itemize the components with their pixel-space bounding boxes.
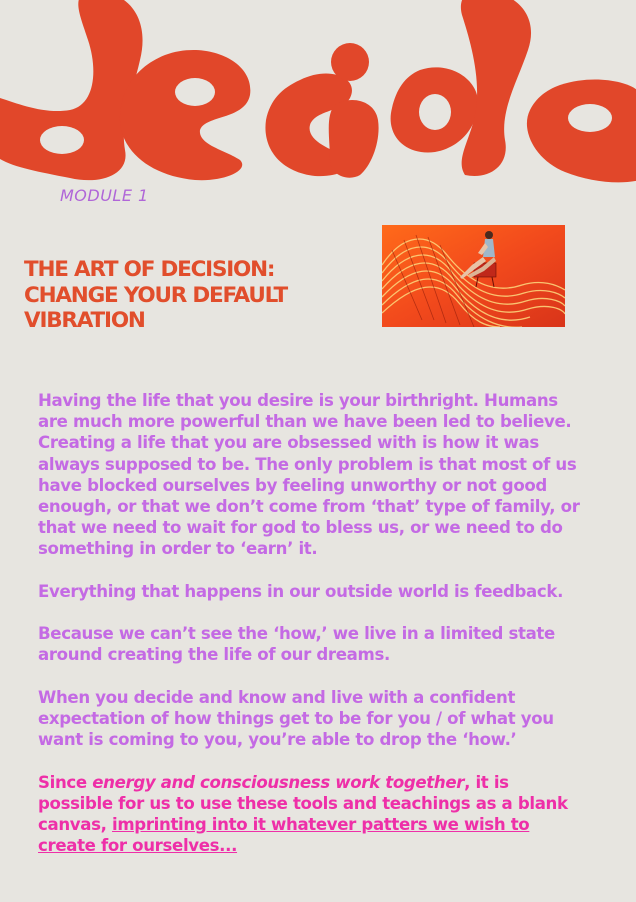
text-line: always supposed to be. The only problem is that most of us xyxy=(38,454,577,474)
underlined-text: imprinting into it whatever patters we wish to xyxy=(112,815,530,834)
paragraph-feedback xyxy=(38,581,586,602)
title-line: VIBRATION xyxy=(24,308,145,333)
text-line: want is coming to you, you’re able to drop the ‘how.’ xyxy=(38,730,517,750)
paragraph-birthright xyxy=(38,390,586,560)
text-line: around creating the life of our dreams. xyxy=(38,645,390,665)
text-line: When you decide and know and live with a confident xyxy=(38,687,516,707)
body-text xyxy=(38,390,586,878)
text-line: have blocked ourselves by feeling unworthy or not good xyxy=(38,475,547,495)
text-line: expectation of how things get to be for you / of what you xyxy=(38,709,554,728)
title-line: CHANGE YOUR DEFAULT xyxy=(24,282,287,308)
text-line: Having the life that you desire is your birthright. Humans xyxy=(38,391,558,410)
decide-logo xyxy=(0,0,636,190)
text-line: Creating a life that you are obsessed with is how it was xyxy=(38,433,539,453)
text-fragment: canvas, xyxy=(38,815,113,834)
text-line: Because we can’t see the ‘how,’ we live in a limited state xyxy=(38,624,555,644)
text-fragment: Since xyxy=(38,772,93,792)
text-line xyxy=(38,835,586,856)
paragraph-decide xyxy=(38,687,586,751)
text-line: Everything that happens in our outside world is feedback. xyxy=(38,581,564,601)
module-label: MODULE 1 xyxy=(60,186,149,205)
emphasis-text: energy and consciousness work together xyxy=(92,772,465,792)
text-line: possible for us to use these tools and teachings as a blank xyxy=(38,793,568,813)
text-line xyxy=(38,814,586,835)
text-line: that we need to wait for god to bless us, or we need to do xyxy=(38,518,563,538)
paragraph-energy xyxy=(38,772,586,857)
text-fragment: , it is xyxy=(464,772,509,792)
text-line xyxy=(38,772,586,793)
paragraph-how xyxy=(38,623,586,665)
title-line: THE ART OF DECISION: xyxy=(24,257,275,282)
page-title xyxy=(24,257,364,334)
underlined-text: create for ourselves... xyxy=(38,836,238,856)
text-line: enough, or that we don’t come from ‘that’ type of family, or xyxy=(38,497,580,517)
woman-seated-on-orange-wave-image xyxy=(382,225,565,327)
text-line: something in order to ‘earn’ it. xyxy=(38,539,318,559)
text-line: are much more powerful than we have been led to believe. xyxy=(38,412,572,432)
